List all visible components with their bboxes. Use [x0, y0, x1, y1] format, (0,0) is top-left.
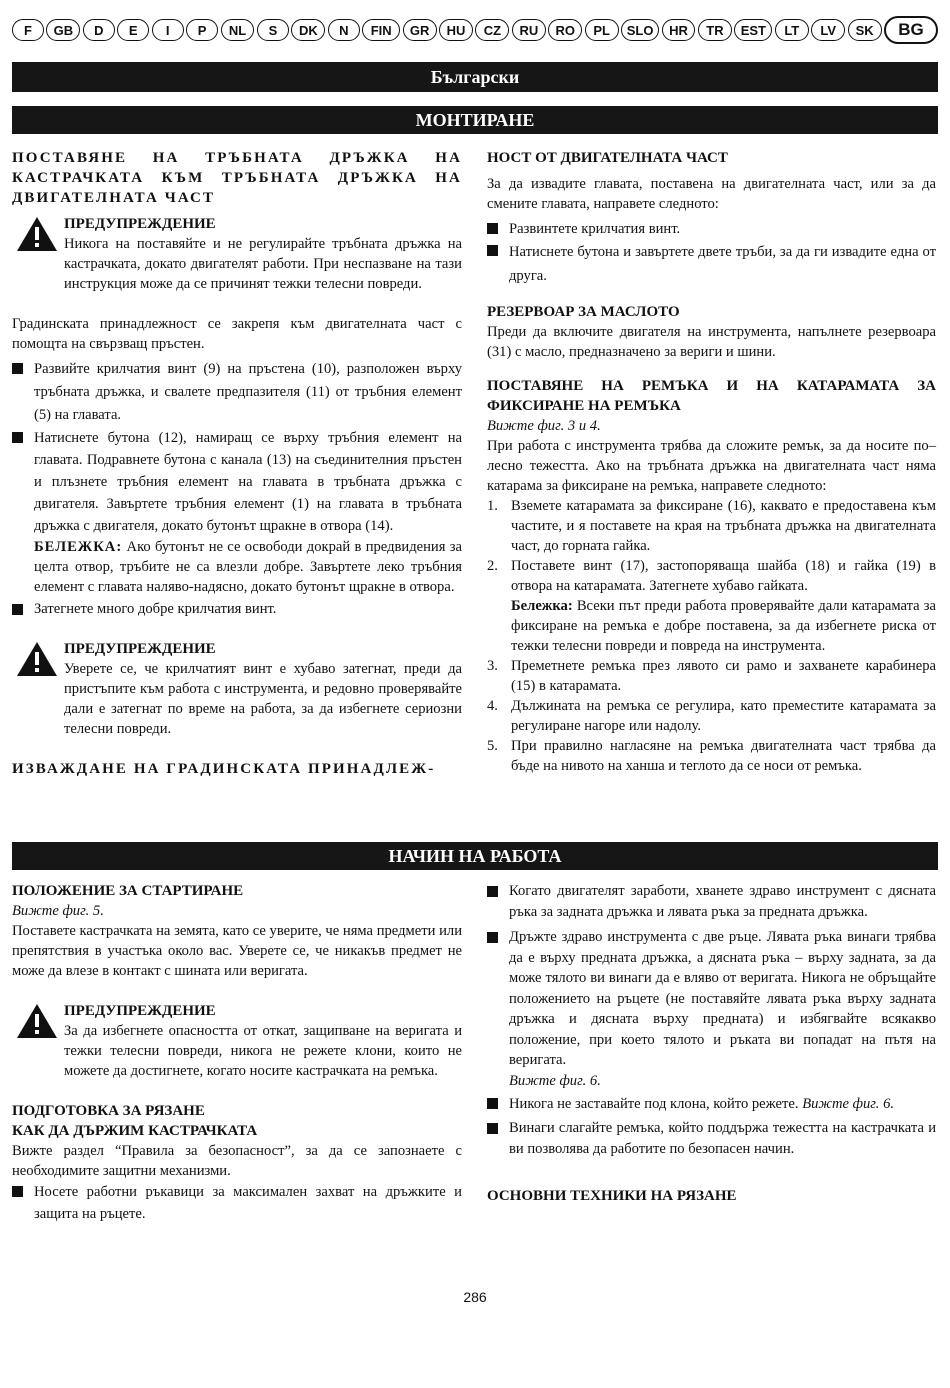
- numbered-item-text: При правилно нагласяне на ремъка двигателната част трябва да бъде на нивото на ханша и теглото да се носи от ремъка.: [511, 738, 936, 774]
- figure-reference: Вижте фиг. 5.: [12, 903, 104, 919]
- heading-starting-position: ПОЛОЖЕНИЕ ЗА СТАРТИРАНЕ: [12, 883, 244, 899]
- figure-reference: Вижте фиг. 3 и 4.: [487, 418, 601, 434]
- language-tab-ro[interactable]: RO: [548, 19, 582, 41]
- warning-title: ПРЕДУПРЕЖДЕНИЕ: [64, 1003, 216, 1019]
- bullet-item: Носете работни ръкавици за максимален захват на дръжките и защита на ръцете.: [12, 1181, 462, 1225]
- numbered-item: 3. Преметнете ремъка през лявото си рамо и захванете карабинера (15) в катарамата.: [487, 658, 936, 694]
- language-tab-pl[interactable]: PL: [585, 19, 619, 41]
- bullet-text: Дръжте здраво инструмента с две ръце. Лявата ръка винаги трябва да е върху предната дръжка, а дясната ръка – върху задната, за да може тялото ви винаги да е вляво от веригата. Никога не обръщайте положението на ръцете (не поставяйте лявата ръка върху задната дръжка и дясната върху предната) и избягвайте всякакво положение, при което тялото и ръката ви попадат на пътя на веригата.: [509, 929, 936, 1068]
- numbered-item-text: Поставете винт (17), застопоряваща шайба (18) и гайка (19) в отвора на катарамата. Затегнете хубаво гайката.: [511, 558, 936, 594]
- bullet-item: [487, 927, 936, 1091]
- warning-text: Никога на поставяйте и не регулирайте тръбната дръжка на кастрачката, докато двигателят работи. При неспазване на тази инструкция може да се причинят тежки телесни повреди.: [64, 236, 462, 292]
- language-banner: Български: [12, 62, 938, 92]
- paragraph: При работа с инструмента трябва да сложите ремък, за да носите по–лесно тежестта. Ако на тръбната дръжка на двигателната част няма катарама за фиксиране на ремъка, направете следното:: [487, 438, 936, 494]
- paragraph: Вижте раздел “Правила за безопасност”, за да се запознаете с необходимите защитни механизми.: [12, 1143, 462, 1179]
- language-tab-cz[interactable]: CZ: [475, 19, 509, 41]
- assembly-left-column: [12, 148, 462, 779]
- language-tab-hr[interactable]: HR: [662, 19, 696, 41]
- language-tab-gr[interactable]: GR: [403, 19, 437, 41]
- heading-basic-cutting: ОСНОВНИ ТЕХНИКИ НА РЯЗАНЕ: [487, 1188, 737, 1204]
- language-tab-ru[interactable]: RU: [512, 19, 546, 41]
- heading-cutting-prep: ПОДГОТОВКА ЗА РЯЗАНЕ: [12, 1103, 205, 1119]
- bullet-item: Развийте крилчатия винт (9) на пръстена (10), разположен върху тръбната дръжка, и свалете предпазителя (11) от тръбния елемент (5) на главата.: [12, 358, 462, 427]
- paragraph: За да извадите главата, поставена на двигателната част, или за да смените главата, направете следното:: [487, 176, 936, 212]
- numbered-item-text: Вземете катарамата за фиксиране (16), каквато е предоставена към частите, и я поставете на края на тръбната дръжка на двигателната част, до горната гайка.: [511, 498, 936, 554]
- assembly-right-column: [487, 148, 936, 776]
- bullet-item: Натиснете бутона и завъртете двете тръби, за да ги извадите една от друга.: [487, 240, 936, 288]
- language-tab-n[interactable]: N: [328, 19, 360, 41]
- language-tab-lt[interactable]: LT: [775, 19, 809, 41]
- heading-holding: КАК ДА ДЪРЖИМ КАСТРАЧКАТА: [12, 1123, 258, 1139]
- heading-strap: ПОСТАВЯНЕ НА РЕМЪКА И НА КАТАРАМАТА ЗА ФИКСИРАНЕ НА РЕМЪКА: [487, 378, 936, 414]
- warning-text: Уверете се, че крилчатият винт е хубаво затегнат, преди да пристъпите към работа с инструмента, и редовно проверявайте дали е затегнат по време на работа, за да избегнете сериозни телесни повреди.: [64, 661, 462, 737]
- note-label: Бележка:: [511, 598, 573, 614]
- language-tab-s[interactable]: S: [257, 19, 289, 41]
- note: [12, 537, 462, 597]
- heading-attach-handle: ПОСТАВЯНЕ НА ТРЪБНАТА ДРЪЖКА НА КАСТРАЧКАТА КЪМ ТРЪБНАТА ДРЪЖКА НА ДВИГАТЕЛНАТА ЧАСТ: [12, 150, 462, 206]
- bullet-item: Натиснете бутона (12), намиращ се върху тръбния елемент на главата. Подравнете бутона с канала (13) на съединителния пръстен и плъзнете тръбния елемент на главата в тръбната дръжка с двигателя. Завъртете тръбния елемент (1) на главата в тръбната дръжка с двигателя, докато бутонът щракне в отвора (14).: [12, 427, 462, 537]
- language-tab-nl[interactable]: NL: [221, 19, 255, 41]
- warning-title: ПРЕДУПРЕЖДЕНИЕ: [64, 216, 216, 232]
- language-tab-lv[interactable]: LV: [811, 19, 845, 41]
- language-tab-hu[interactable]: HU: [439, 19, 473, 41]
- language-tab-p[interactable]: P: [186, 19, 218, 41]
- operation-left-column: [12, 881, 462, 1225]
- numbered-item: 1. Вземете катарамата за фиксиране (16), каквато е предоставена към частите, и я поставете на края на тръбната дръжка на двигателната част, до горната гайка.: [487, 498, 936, 554]
- bullet-item: [487, 1093, 936, 1116]
- numbered-item-text: Преметнете ремъка през лявото си рамо и захванете карабинера (15) в катарамата.: [511, 658, 936, 694]
- heading-remove-attachment: ИЗВАЖДАНЕ НА ГРАДИНСКАТА ПРИНАДЛЕЖ-: [12, 761, 436, 777]
- note-text: Всеки път преди работа проверявайте дали катарамата за фиксиране на ремъка е добре поставена, за да избегнете риска от тежки телесни повреди и повреда на инструмента.: [511, 598, 936, 654]
- warning-title: ПРЕДУПРЕЖДЕНИЕ: [64, 641, 216, 657]
- warning-text: За да избегнете опасността от откат, защипване на веригата и тежки телесни повреди, никога не режете клони, които не можете да достигнете, когато носите кастрачката на ремъка.: [64, 1023, 462, 1079]
- warning-block: [12, 214, 462, 294]
- bullet-item: Винаги слагайте ремъка, който поддържа тежестта на кастрачката и ви позволява да работите по безопасен начин.: [487, 1118, 936, 1160]
- note: [487, 596, 936, 656]
- language-tab-slo[interactable]: SLO: [621, 19, 659, 41]
- note-text: Ако бутонът не се освободи докрай в предвидения за целта отвор, тръбите не са влезли добре. Завъртете леко тръбния елемент с главата наляво-надясно, докато бутонът щракне в отвора.: [34, 539, 462, 595]
- bullet-item: Развинтете крилчатия винт.: [487, 218, 936, 240]
- language-tab-tr[interactable]: TR: [698, 19, 732, 41]
- bullet-text: Никога не заставайте под клона, който режете.: [509, 1096, 803, 1112]
- numbered-item: 5. При правилно нагласяне на ремъка двигателната част трябва да бъде на нивото на ханша и теглото да се носи от ремъка.: [487, 738, 936, 774]
- warning-icon: [16, 1003, 58, 1039]
- warning-block: [12, 1001, 462, 1081]
- language-tab-e[interactable]: E: [117, 19, 149, 41]
- language-tab-d[interactable]: D: [83, 19, 115, 41]
- language-tab-sk[interactable]: SK: [848, 19, 882, 41]
- paragraph: Градинската принадлежност се закрепя към двигателната част с помощта на свързващ пръстен.: [12, 316, 462, 352]
- paragraph: Преди да включите двигателя на инструмента, напълнете резервоара (31) с масло, предназначено за вериги и шини.: [487, 324, 936, 360]
- language-tab-bg[interactable]: BG: [884, 16, 938, 44]
- warning-icon: [16, 216, 58, 252]
- language-tab-fin[interactable]: FIN: [362, 19, 400, 41]
- language-tab-dk[interactable]: DK: [291, 19, 325, 41]
- bullet-item: Затегнете много добре крилчатия винт.: [12, 599, 462, 619]
- operation-right-column: [487, 881, 936, 1206]
- heading-remove-attachment-cont: НОСТ ОТ ДВИГАТЕЛНАТА ЧАСТ: [487, 150, 728, 166]
- language-tab-i[interactable]: I: [152, 19, 184, 41]
- figure-reference: Вижте фиг. 6.: [509, 1072, 601, 1089]
- language-tab-f[interactable]: F: [12, 19, 44, 41]
- language-selector: [12, 16, 938, 44]
- language-tab-est[interactable]: EST: [734, 19, 772, 41]
- section-title-operation: НАЧИН НА РАБОТА: [12, 842, 938, 870]
- numbered-item: 2. Поставете винт (17), застопоряваща шайба (18) и гайка (19) в отвора на катарамата. Затегнете хубаво гайката.: [487, 558, 936, 594]
- language-tab-gb[interactable]: GB: [46, 19, 80, 41]
- warning-icon: [16, 641, 58, 677]
- section-title-assembly: МОНТИРАНЕ: [12, 106, 938, 134]
- figure-reference: Вижте фиг. 6.: [802, 1096, 895, 1112]
- warning-block: [12, 639, 462, 739]
- bullet-item: Когато двигателят заработи, хванете здраво инструмент с дясната ръка за задната дръжка и лявата ръка за предната дръжка.: [487, 881, 936, 923]
- numbered-item-text: Дължината на ремъка се регулира, като преместите катарамата за регулиране нагоре или надолу.: [511, 698, 936, 734]
- paragraph: Поставете кастрачката на земята, като се уверите, че няма предмети или препятствия в участъка около вас. Уверете се, че никакъв предмет не може да влезе в контакт с шината или веригата.: [12, 923, 462, 979]
- note-label: БЕЛЕЖКА:: [34, 539, 123, 555]
- numbered-item: 4. Дължината на ремъка се регулира, като преместите катарамата за регулиране нагоре или надолу.: [487, 698, 936, 734]
- heading-oil-tank: РЕЗЕРВОАР ЗА МАСЛОТО: [487, 304, 680, 320]
- page-number: 286: [463, 1289, 487, 1305]
